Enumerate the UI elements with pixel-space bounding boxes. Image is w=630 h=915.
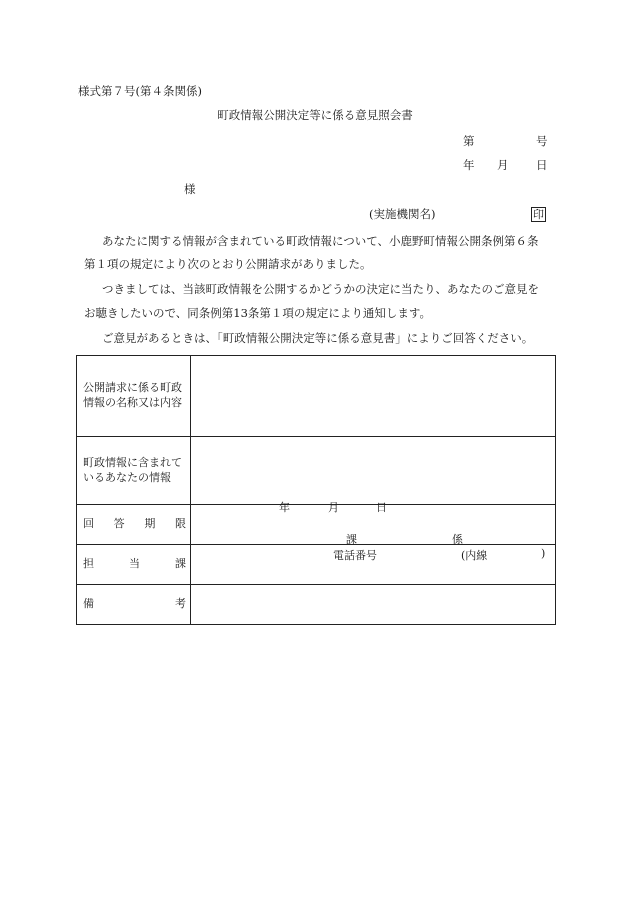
label-deadline: 回答期限 (77, 505, 191, 545)
field-notes[interactable] (191, 585, 556, 625)
table-row-staff (77, 545, 556, 585)
table-row-your-info (77, 437, 556, 505)
label-staff: 担当課 (77, 545, 191, 585)
body-paragraph-2-line-2: お聴きしたいので、同条例第13条第１項の規定により通知します。 (84, 306, 431, 320)
label-notes: 備考 (77, 585, 191, 625)
document-title: 町政情報公開決定等に係る意見照会書 (217, 108, 413, 122)
staff-section: 課 (346, 533, 357, 546)
field-your-info[interactable] (191, 437, 556, 505)
deadline-year: 年 (279, 501, 290, 514)
deadline-month: 月 (328, 501, 339, 514)
deadline-day: 日 (376, 501, 387, 514)
body-paragraph-1-line-2: 第１項の規定により次のとおり公開請求がありました。 (84, 257, 372, 271)
staff-tel-label: 電話番号 (333, 549, 377, 562)
staff-subsection: 係 (452, 533, 463, 546)
doc-number-prefix: 第 (463, 134, 475, 148)
seal-mark: 印 (533, 208, 544, 221)
staff-extension-open: (内線 (461, 549, 488, 562)
staff-extension-close: ) (541, 547, 546, 560)
field-staff[interactable] (191, 533, 556, 585)
field-deadline[interactable] (191, 501, 556, 545)
date-month: 月 (497, 158, 509, 172)
agency-name-label: (実施機関名) (369, 207, 436, 221)
date-day: 日 (536, 158, 548, 172)
table-row-notes (77, 585, 556, 625)
form-number: 様式第７号(第４条関係) (78, 84, 202, 98)
table-row-deadline (77, 505, 556, 545)
body-paragraph-1-line-1: あなたに関する情報が含まれている町政情報について、小鹿野町情報公開条例第６条 (102, 234, 539, 248)
info-table (76, 355, 556, 625)
label-requested-info: 公開請求に係る町政情報の名称又は内容 (77, 356, 191, 437)
field-requested-info[interactable] (191, 356, 556, 437)
date-year: 年 (463, 158, 475, 172)
table-row-requested-info (77, 356, 556, 437)
body-paragraph-3: ご意見があるときは、「町政情報公開決定等に係る意見書」によりご回答ください。 (102, 331, 534, 345)
body-paragraph-2-line-1: つきましては、当該町政情報を公開するかどうかの決定に当たり、あなたのご意見を (102, 282, 539, 296)
label-your-info: 町政情報に含まれているあなたの情報 (77, 437, 191, 505)
doc-number-suffix: 号 (536, 134, 548, 148)
addressee-honorific: 様 (184, 182, 196, 196)
